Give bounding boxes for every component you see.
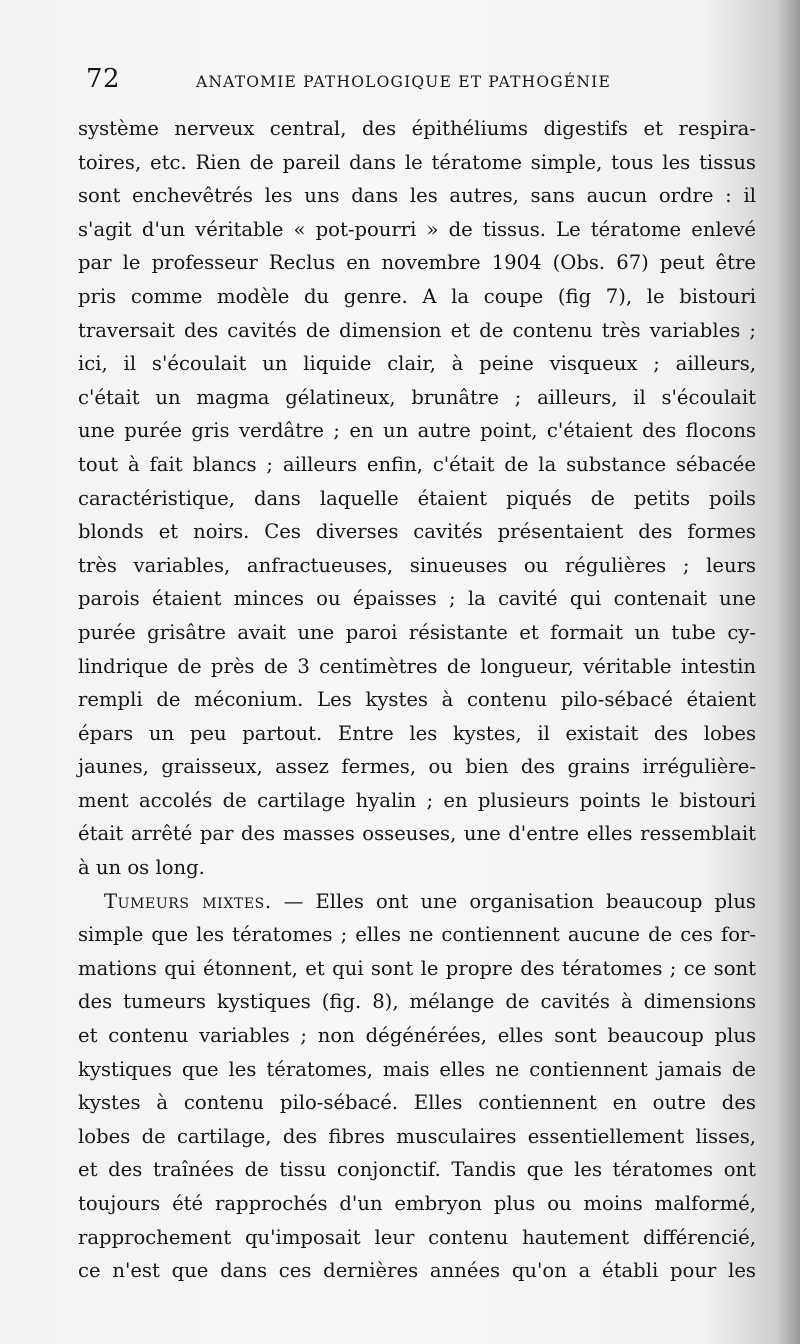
page-header bbox=[86, 62, 766, 102]
text-line: s'agit d'un véritable « pot-pourri » de tissus. Le tératome enlevé bbox=[78, 217, 756, 241]
text-line: une purée gris verdâtre ; en un autre point, c'étaient des flocons bbox=[78, 419, 756, 443]
page-number: 72 bbox=[86, 64, 121, 94]
text-line: très variables, anfractueuses, sinueuses ou régulières ; leurs bbox=[78, 553, 756, 577]
text-line: ici, il s'écoulait un liquide clair, à peine visqueux ; ailleurs, bbox=[78, 352, 756, 376]
text-line: mations qui étonnent, et qui sont le propre des tératomes ; ce sont bbox=[78, 956, 756, 980]
text-line: ment accolés de cartilage hyalin ; en plusieurs points le bistouri bbox=[78, 788, 756, 812]
running-head: ANATOMIE PATHOLOGIQUE ET PATHOGÉNIE bbox=[196, 73, 612, 91]
text-line: simple que les tératomes ; elles ne contiennent aucune de ces for- bbox=[78, 923, 756, 947]
text-line: lindrique de près de 3 centimètres de longueur, véritable intestin bbox=[78, 654, 756, 678]
text-line: lobes de cartilage, des fibres musculaires essentiellement lisses, bbox=[78, 1124, 756, 1148]
text-line: tout à fait blancs ; ailleurs enfin, c'était de la substance sébacée bbox=[78, 452, 756, 476]
text-line: jaunes, graisseux, assez fermes, ou bien des grains irrégulière- bbox=[78, 755, 756, 779]
text-line: blonds et noirs. Ces diverses cavités présentaient des formes bbox=[78, 520, 756, 544]
text-line: rempli de méconium. Les kystes à contenu pilo-sébacé étaient bbox=[78, 688, 756, 712]
text-line bbox=[78, 885, 756, 919]
text-line: purée grisâtre avait une paroi résistante et formait un tube cy- bbox=[78, 620, 756, 644]
text-line: c'était un magma gélatineux, brunâtre ; ailleurs, il s'écoulait bbox=[78, 385, 756, 409]
text-line: traversait des cavités de dimension et de contenu très variables ; bbox=[78, 318, 756, 342]
section-lead: Tumeurs mixtes. bbox=[104, 889, 272, 913]
paragraph-tumeurs-mixtes bbox=[78, 885, 756, 1288]
text-line: caractéristique, dans laquelle étaient piqués de petits poils bbox=[78, 486, 756, 510]
text-line: kystiques que les tératomes, mais elles ne contiennent jamais de bbox=[78, 1057, 756, 1081]
text-fragment: — Elles ont une organisation beaucoup plus bbox=[271, 889, 756, 913]
text-line: parois étaient minces ou épaisses ; la cavité qui contenait une bbox=[78, 587, 756, 611]
body-text bbox=[78, 112, 756, 1288]
text-line: à un os long. bbox=[78, 856, 205, 880]
text-line: pris comme modèle du genre. A la coupe (fig 7), le bistouri bbox=[78, 284, 756, 308]
text-line: sont enchevêtrés les uns dans les autres, sans aucun ordre : il bbox=[78, 184, 756, 208]
text-line: toujours été rapprochés d'un embryon plus ou moins malformé, bbox=[78, 1192, 756, 1215]
text-line: et des traînées de tissu conjonctif. Tandis que les tératomes ont bbox=[78, 1158, 756, 1182]
text-line: système nerveux central, des épithéliums digestifs et respira- bbox=[78, 117, 756, 140]
text-line: épars un peu partout. Entre les kystes, il existait des lobes bbox=[78, 721, 756, 745]
text-line: ce n'est que dans ces dernières années qu'on a établi pour les bbox=[78, 1259, 756, 1283]
paragraph-teratome bbox=[78, 112, 756, 885]
text-line: des tumeurs kystiques (fig. 8), mélange de cavités à dimensions bbox=[78, 990, 756, 1014]
text-line: par le professeur Reclus en novembre 1904 (Obs. 67) peut être bbox=[78, 251, 756, 275]
text-line: kystes à contenu pilo-sébacé. Elles contiennent en outre des bbox=[78, 1091, 756, 1115]
text-line: toires, etc. Rien de pareil dans le tératome simple, tous les tissus bbox=[78, 150, 756, 174]
text-line: rapprochement qu'imposait leur contenu hautement différencié, bbox=[78, 1225, 756, 1249]
text-line: était arrêté par des masses osseuses, une d'entre elles ressemblait bbox=[78, 822, 756, 846]
text-line: et contenu variables ; non dégénérées, elles sont beaucoup plus bbox=[78, 1024, 756, 1048]
